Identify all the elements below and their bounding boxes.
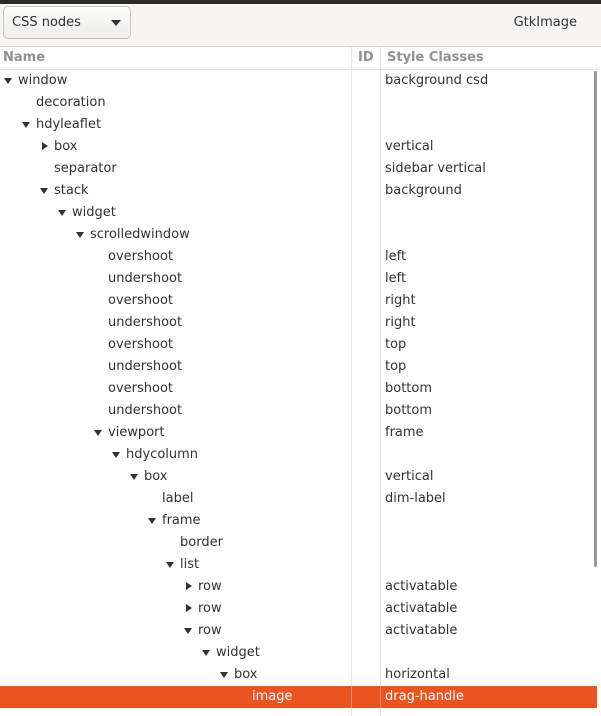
- tree-row[interactable]: [0, 246, 597, 268]
- column-header-name[interactable]: Name: [3, 50, 46, 65]
- node-name: overshoot: [108, 337, 174, 352]
- node-name: frame: [162, 513, 201, 528]
- tree-row[interactable]: [0, 642, 597, 664]
- expander-expanded-icon[interactable]: [129, 466, 141, 488]
- node-name: box: [54, 139, 78, 154]
- node-name: undershoot: [108, 359, 183, 374]
- node-name: row: [198, 623, 222, 638]
- css-node-tree: [0, 70, 597, 708]
- tree-row[interactable]: [0, 268, 597, 290]
- node-name: hdyleaflet: [36, 117, 102, 132]
- expander-expanded-icon[interactable]: [183, 620, 195, 642]
- node-name: window: [18, 73, 68, 88]
- tree-row[interactable]: [0, 334, 597, 356]
- node-name: separator: [54, 161, 117, 176]
- node-style-classes: frame: [385, 425, 424, 440]
- column-header-style-classes[interactable]: Style Classes: [387, 50, 484, 65]
- expander-expanded-icon[interactable]: [111, 444, 123, 466]
- node-name: row: [198, 579, 222, 594]
- tree-row[interactable]: [0, 70, 597, 92]
- node-name: undershoot: [108, 271, 183, 286]
- tree-row[interactable]: [0, 202, 597, 224]
- node-name: row: [198, 601, 222, 616]
- tree-row[interactable]: [0, 114, 597, 136]
- node-style-classes: right: [385, 315, 416, 330]
- node-style-classes: drag-handle: [385, 689, 464, 704]
- node-style-classes: activatable: [385, 601, 458, 616]
- column-divider: [351, 686, 352, 708]
- node-name: viewport: [108, 425, 165, 440]
- node-style-classes: left: [385, 271, 407, 286]
- node-name: widget: [72, 205, 116, 220]
- tree-row[interactable]: [0, 312, 597, 334]
- tree-row[interactable]: [0, 466, 597, 488]
- node-style-classes: top: [385, 359, 407, 374]
- expander-expanded-icon[interactable]: [219, 664, 231, 686]
- tree-row[interactable]: [0, 136, 597, 158]
- object-title: GtkImage: [513, 15, 577, 30]
- window-titlebar-edge: [0, 0, 601, 4]
- expander-expanded-icon[interactable]: [3, 70, 15, 92]
- tree-row[interactable]: [0, 532, 597, 554]
- tree-row[interactable]: [0, 224, 597, 246]
- expander-expanded-icon[interactable]: [21, 114, 33, 136]
- tree-row[interactable]: [0, 598, 597, 620]
- node-style-classes: vertical: [385, 139, 434, 154]
- node-name: widget: [216, 645, 260, 660]
- tree-row[interactable]: [0, 576, 597, 598]
- node-name: overshoot: [108, 293, 174, 308]
- node-style-classes: vertical: [385, 469, 434, 484]
- node-name: image: [252, 689, 293, 704]
- node-style-classes: left: [385, 249, 407, 264]
- page-selector-label: CSS nodes: [12, 15, 81, 30]
- node-name: undershoot: [108, 315, 183, 330]
- vertical-scrollbar[interactable]: [594, 71, 597, 567]
- node-name: box: [144, 469, 168, 484]
- tree-row[interactable]: [0, 444, 597, 466]
- node-name: hdycolumn: [126, 447, 199, 462]
- node-style-classes: horizontal: [385, 667, 450, 682]
- node-style-classes: dim-label: [385, 491, 446, 506]
- expander-expanded-icon[interactable]: [147, 510, 159, 532]
- node-name: overshoot: [108, 249, 174, 264]
- tree-row[interactable]: [0, 664, 597, 686]
- chevron-down-icon: [111, 20, 121, 26]
- node-style-classes: background csd: [385, 73, 489, 88]
- node-style-classes: right: [385, 293, 416, 308]
- tree-row[interactable]: [0, 686, 597, 708]
- expander-expanded-icon[interactable]: [75, 224, 87, 246]
- node-style-classes: activatable: [385, 623, 458, 638]
- node-name: undershoot: [108, 403, 183, 418]
- expander-expanded-icon[interactable]: [39, 180, 51, 202]
- tree-row[interactable]: [0, 378, 597, 400]
- tree-row[interactable]: [0, 290, 597, 312]
- tree-row[interactable]: [0, 510, 597, 532]
- expander-collapsed-icon[interactable]: [183, 576, 195, 598]
- node-name: list: [180, 557, 200, 572]
- node-style-classes: background: [385, 183, 462, 198]
- tree-row[interactable]: [0, 554, 597, 576]
- expander-expanded-icon[interactable]: [201, 642, 213, 664]
- node-style-classes: sidebar vertical: [385, 161, 486, 176]
- node-style-classes: bottom: [385, 403, 433, 418]
- expander-expanded-icon[interactable]: [165, 554, 177, 576]
- node-name: stack: [54, 183, 89, 198]
- node-name: overshoot: [108, 381, 174, 396]
- expander-collapsed-icon[interactable]: [183, 598, 195, 620]
- expander-expanded-icon[interactable]: [57, 202, 69, 224]
- tree-row[interactable]: [0, 158, 597, 180]
- tree-row[interactable]: [0, 620, 597, 642]
- tree-row[interactable]: [0, 92, 597, 114]
- page-selector-dropdown[interactable]: [3, 6, 131, 39]
- node-style-classes: activatable: [385, 579, 458, 594]
- column-header-id[interactable]: ID: [358, 50, 374, 65]
- node-name: label: [162, 491, 194, 506]
- expander-collapsed-icon[interactable]: [39, 136, 51, 158]
- node-name: scrolledwindow: [90, 227, 190, 242]
- node-name: decoration: [36, 95, 106, 110]
- tree-row[interactable]: [0, 488, 597, 510]
- expander-expanded-icon[interactable]: [93, 422, 105, 444]
- node-style-classes: bottom: [385, 381, 433, 396]
- tree-row[interactable]: [0, 422, 597, 444]
- node-name: border: [180, 535, 223, 550]
- tree-row[interactable]: [0, 180, 597, 202]
- node-style-classes: top: [385, 337, 407, 352]
- column-divider: [380, 686, 381, 708]
- tree-row[interactable]: [0, 400, 597, 422]
- tree-row[interactable]: [0, 356, 597, 378]
- toolbar: [0, 0, 601, 47]
- column-header-bar: [0, 47, 597, 70]
- node-name: box: [234, 667, 258, 682]
